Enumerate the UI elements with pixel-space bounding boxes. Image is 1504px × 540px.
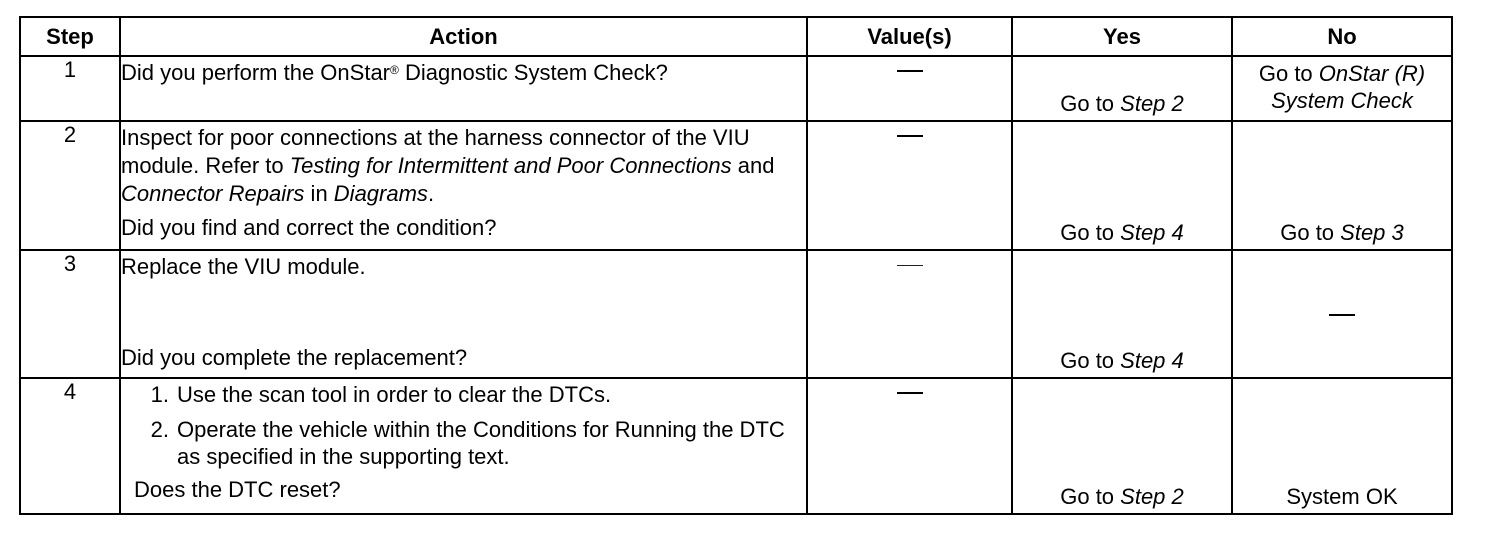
dash-mark <box>897 135 923 137</box>
goto-prefix: Go to <box>1060 484 1121 509</box>
header-row <box>20 17 1452 56</box>
action-text: in <box>304 181 334 206</box>
header-no: No <box>1232 17 1452 56</box>
list-item <box>121 416 806 470</box>
value-cell <box>807 250 1012 378</box>
action-text: . <box>427 181 435 206</box>
header-values: Value(s) <box>807 17 1012 56</box>
no-cell <box>1232 250 1452 378</box>
list-number: 2. <box>150 417 169 442</box>
goto-prefix: Go to <box>1060 91 1121 116</box>
list-number: 1. <box>150 382 169 407</box>
no-cell <box>1232 378 1452 514</box>
step-number: 3 <box>20 250 120 378</box>
step-link[interactable]: Step 4 <box>1120 220 1184 245</box>
goto-prefix: Go to <box>1060 348 1121 373</box>
reference-link[interactable]: Connector Repairs <box>121 181 305 206</box>
action-text: Diagnostic System Check? <box>398 60 668 85</box>
yes-cell <box>1012 250 1232 378</box>
dash-mark <box>897 392 923 394</box>
list-item <box>121 379 806 408</box>
table-row <box>20 56 1452 121</box>
no-cell <box>1232 56 1452 121</box>
action-cell <box>120 121 807 250</box>
value-cell <box>807 56 1012 121</box>
yes-cell <box>1012 378 1232 514</box>
step-number: 1 <box>20 56 120 121</box>
action-text: Inspect for poor connections at the harness connector of the VIU module. Refer to <box>121 125 750 178</box>
action-question: Did you complete the replacement? <box>121 345 468 370</box>
list-text: Use the scan tool in order to clear the DTCs. <box>177 382 612 407</box>
reference-link[interactable]: Testing for Intermittent and Poor Connections <box>289 153 732 178</box>
yes-cell <box>1012 56 1232 121</box>
dash-mark <box>1329 314 1355 316</box>
goto-prefix: Go to <box>1258 61 1319 86</box>
header-step: Step <box>20 17 120 56</box>
onstar-check-link[interactable]: System Check <box>1271 88 1413 113</box>
value-cell <box>807 121 1012 250</box>
step-link[interactable]: Step 2 <box>1120 91 1184 116</box>
yes-cell <box>1012 121 1232 250</box>
table-row <box>20 121 1452 250</box>
action-text: Replace the VIU module. <box>121 254 366 279</box>
reference-link[interactable]: Diagrams <box>333 181 428 206</box>
action-cell <box>120 56 807 121</box>
list-text: Operate the vehicle within the Conditions for Running the DTC as specified in the supporting text. <box>177 417 785 469</box>
step-link[interactable]: Step 4 <box>1120 348 1184 373</box>
header-yes: Yes <box>1012 17 1232 56</box>
action-cell <box>120 378 807 514</box>
goto-prefix: Go to <box>1060 220 1121 245</box>
step-link[interactable]: Step 2 <box>1120 484 1184 509</box>
action-text: and <box>731 153 775 178</box>
table-row <box>20 250 1452 378</box>
header-action: Action <box>120 17 807 56</box>
table-row <box>20 378 1452 514</box>
action-question: Does the DTC reset? <box>134 477 341 502</box>
dash-mark <box>897 265 923 266</box>
step-number: 4 <box>20 378 120 514</box>
onstar-check-link[interactable]: OnStar (R) <box>1318 61 1426 86</box>
step-number: 2 <box>20 121 120 250</box>
value-cell <box>807 378 1012 514</box>
action-question: Did you find and correct the condition? <box>121 215 497 240</box>
dash-mark <box>897 70 923 72</box>
action-cell <box>120 250 807 378</box>
goto-prefix: Go to <box>1280 220 1341 245</box>
step-link[interactable]: Step 3 <box>1340 220 1404 245</box>
no-cell <box>1232 121 1452 250</box>
result-text: System OK <box>1286 484 1398 509</box>
diagnostic-table <box>19 16 1453 515</box>
action-text: Did you perform the OnStar <box>121 60 391 85</box>
registered-mark: ® <box>390 63 399 77</box>
